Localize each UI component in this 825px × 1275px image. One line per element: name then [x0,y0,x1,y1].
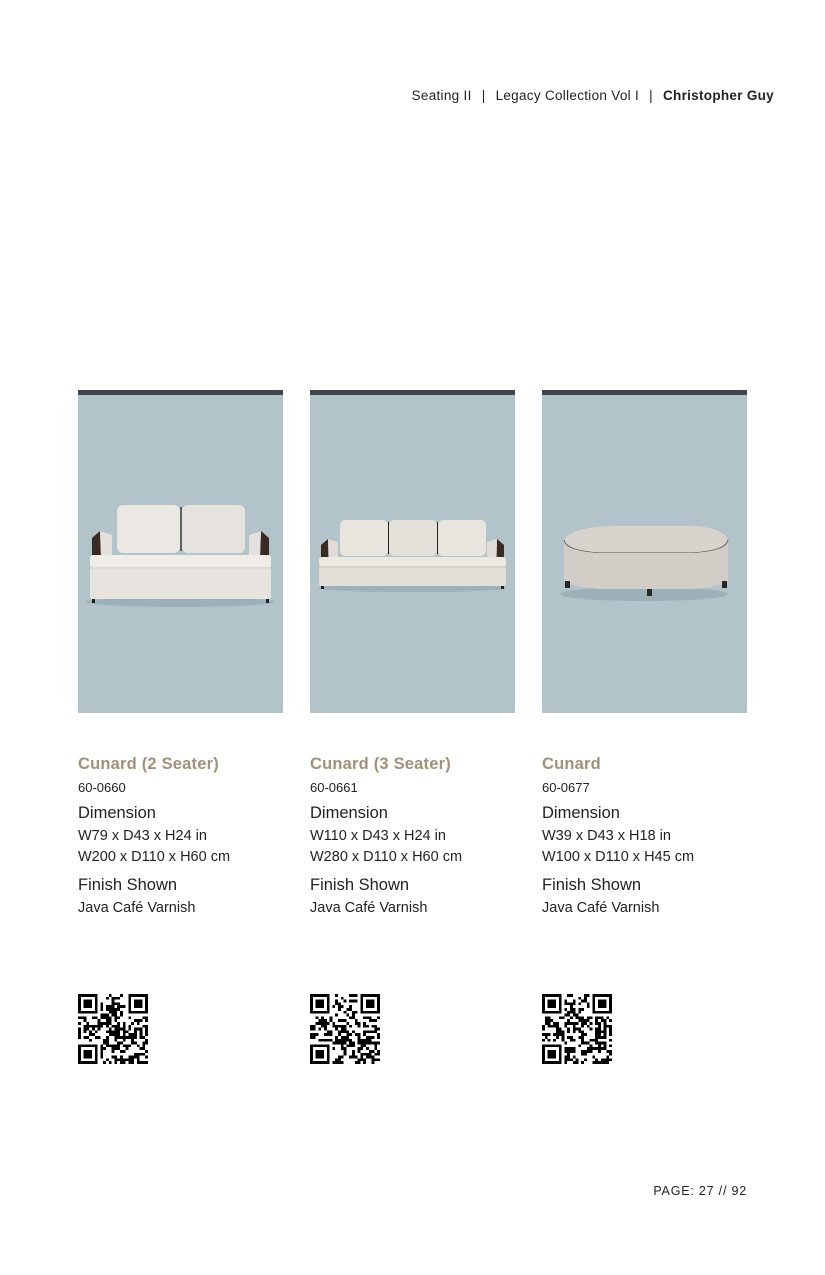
product-code: 60-0677 [542,780,590,795]
product-title: Cunard (2 Seater) [78,755,219,773]
finish-label: Finish Shown [310,876,410,894]
dimension-cm: W100 x D110 x H45 cm [542,849,695,865]
dimension-label: Dimension [542,804,620,822]
header-brand: Christopher Guy [662,88,774,103]
product-code: 60-0660 [78,780,126,795]
product-card [310,390,515,919]
qr-code[interactable] [542,994,612,1064]
finish-value: Java Café Varnish [542,900,660,916]
product-card [78,390,283,919]
dimension-cm: W280 x D110 x H60 cm [310,849,463,865]
qr-code[interactable] [310,994,380,1064]
finish-label: Finish Shown [542,876,642,894]
dimension-label: Dimension [310,804,388,822]
header-separator: | [649,88,653,103]
finish-value: Java Café Varnish [310,900,428,916]
dimension-label: Dimension [78,804,156,822]
header-separator: | [481,88,486,103]
product-image-panel [542,390,747,713]
product-code: 60-0661 [310,780,358,795]
header-section: Seating II [411,88,472,103]
dimension-inches: W110 x D43 x H24 in [310,828,446,844]
qr-code[interactable] [78,994,148,1064]
dimension-inches: W79 x D43 x H24 in [78,828,207,844]
dimension-inches: W39 x D43 x H18 in [542,828,671,844]
product-title: Cunard [542,755,601,773]
product-card [542,390,747,919]
product-title: Cunard (3 Seater) [310,755,451,773]
finish-value: Java Café Varnish [78,900,196,916]
product-image-panel [78,390,283,713]
page-number: PAGE: 27 // 92 [653,1184,747,1198]
sofa-3-seater-image [310,395,515,713]
sofa-2-seater-image [78,395,283,713]
finish-label: Finish Shown [78,876,178,894]
dimension-cm: W200 x D110 x H60 cm [78,849,231,865]
header-collection: Legacy Collection Vol I [495,88,640,103]
page-header [412,88,774,103]
product-image-panel [310,390,515,713]
ottoman-image [542,395,747,713]
